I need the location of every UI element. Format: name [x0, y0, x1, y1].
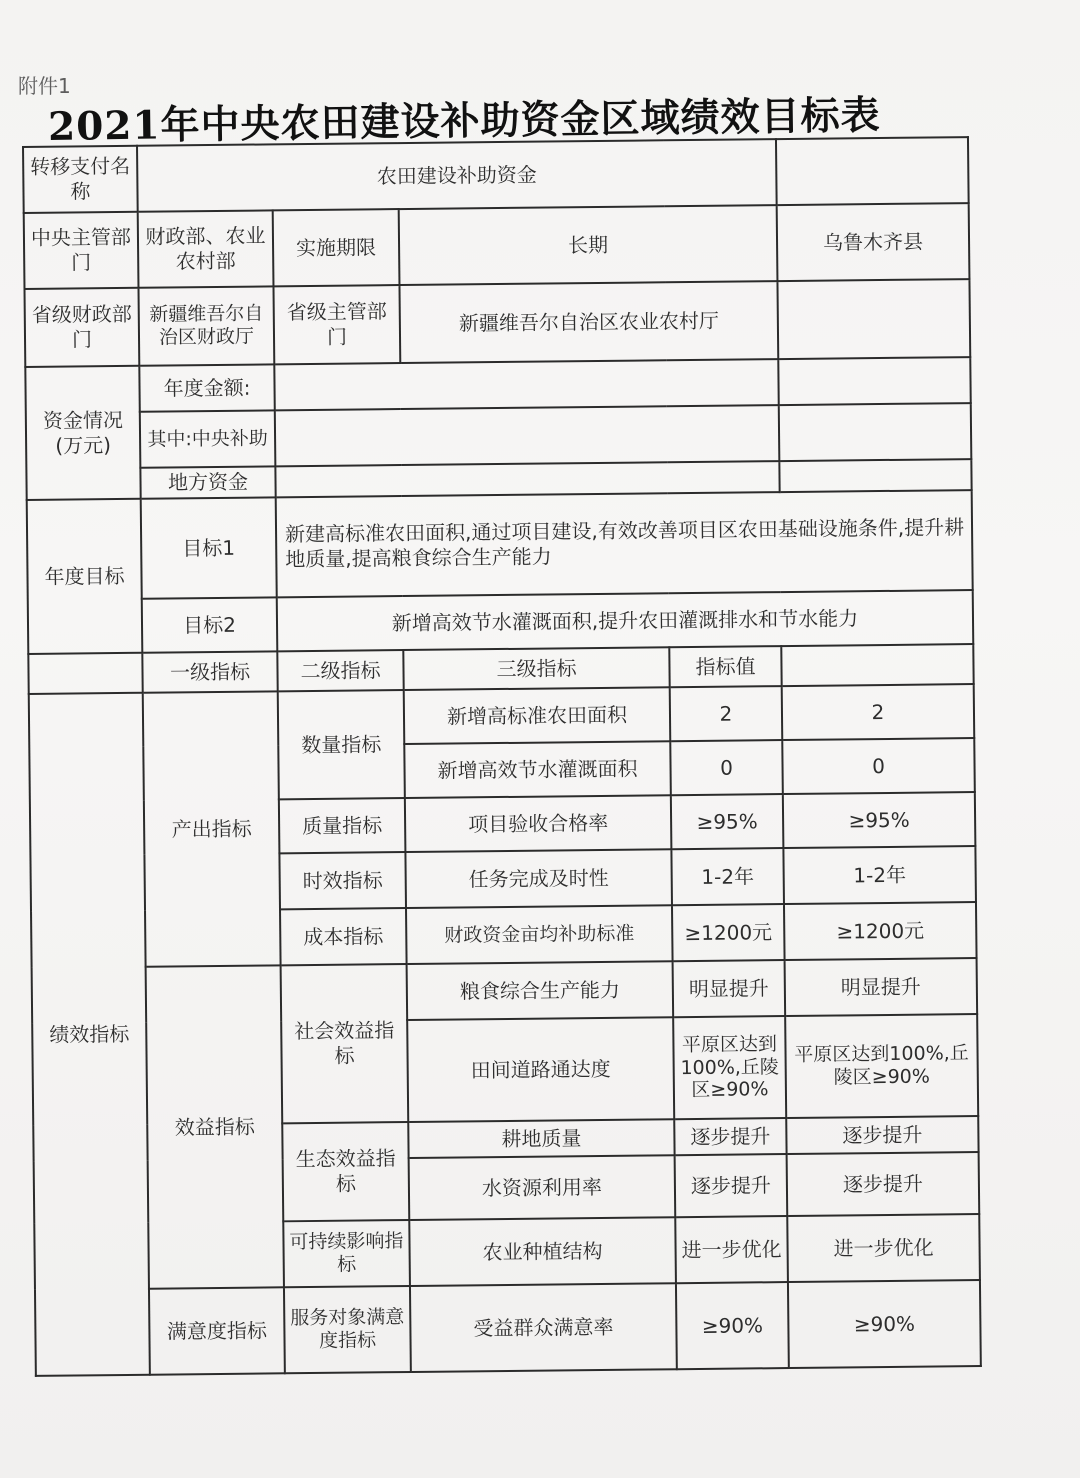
indicator-value-county: 平原区达到100%,丘陵区≥90%	[785, 1014, 978, 1118]
empty-cell	[781, 644, 973, 686]
quality-indicators-label: 质量指标	[279, 798, 406, 853]
perf-indicators-label: 绩效指标	[29, 693, 150, 1376]
annual-amount-value	[274, 359, 778, 410]
level1-header: 一级指标	[142, 651, 277, 692]
funds-label: 资金情况(万元)	[25, 366, 140, 500]
goal2-text: 新增高效节水灌溉面积,提升农田灌溉排水和节水能力	[277, 590, 974, 651]
indicator-value-county: ≥1200元	[784, 902, 977, 960]
indicator-value: 平原区达到100%,丘陵区≥90%	[673, 1016, 786, 1119]
prov-dept-label: 省级主管部门	[273, 285, 400, 364]
period-value: 长期	[399, 205, 778, 285]
indicator-name: 任务完成及时性	[405, 849, 672, 908]
indicator-name: 新增高效节水灌溉面积	[404, 741, 671, 798]
indicator-value-county: 进一步优化	[787, 1214, 980, 1282]
empty-cell	[776, 137, 969, 205]
indicator-value: 1-2年	[671, 848, 784, 905]
annual-goals-label: 年度目标	[27, 499, 143, 654]
satisfaction-indicators-label: 满意度指标	[149, 1287, 285, 1374]
central-dept-label: 中央主管部门	[24, 212, 139, 289]
level3-header: 三级指标	[403, 647, 669, 690]
attachment-label: 附件1	[18, 74, 71, 98]
central-dept-value: 财政部、农业农村部	[138, 210, 274, 287]
indicator-name: 财政资金亩均补助标准	[406, 905, 673, 964]
transfer-name-value: 农田建设补助资金	[137, 139, 777, 212]
indicator-name: 农业种植结构	[409, 1217, 676, 1286]
local-funds-label: 地方资金	[140, 466, 275, 498]
timeliness-indicators-label: 时效指标	[279, 852, 406, 909]
prov-dept-value: 新疆维吾尔自治区农业农村厅	[399, 281, 778, 363]
indicator-name: 项目验收合格率	[405, 795, 672, 852]
goal1-label: 目标1	[141, 497, 277, 598]
indicator-value-county: 逐步提升	[787, 1152, 980, 1216]
quantity-indicators-label: 数量指标	[278, 690, 405, 799]
central-subsidy-county	[779, 403, 972, 461]
indicator-value: 明显提升	[673, 960, 786, 1017]
central-subsidy-value	[275, 405, 780, 466]
indicator-name: 水资源利用率	[409, 1155, 676, 1220]
page-title: 2021年中央农田建设补助资金区域绩效目标表	[47, 92, 881, 150]
indicator-value: ≥1200元	[672, 904, 785, 961]
period-label: 实施期限	[273, 209, 400, 286]
central-subsidy-label: 其中:中央补助	[140, 410, 276, 467]
prov-finance-label: 省级财政部门	[24, 288, 139, 367]
indicator-name: 田间道路通达度	[407, 1017, 674, 1122]
eco-benefit-label: 生态效益指标	[282, 1122, 409, 1221]
goal1-text: 新建高标准农田面积,通过项目建设,有效改善项目区农田基础设施条件,提升耕地质量,提高粮食综合生产能力	[276, 490, 973, 597]
level2-header: 二级指标	[277, 650, 403, 691]
service-satisfaction-label: 服务对象满意度指标	[284, 1286, 411, 1373]
social-benefit-label: 社会效益指标	[281, 964, 409, 1123]
transfer-name-label: 转移支付名称	[23, 146, 138, 213]
annual-amount-label: 年度金额:	[139, 364, 274, 411]
indicator-name: 粮食综合生产能力	[407, 961, 674, 1020]
performance-target-table-wrapper	[22, 136, 982, 1377]
indicator-value-county: 明显提升	[785, 958, 978, 1016]
benefit-indicators-label: 效益指标	[146, 965, 284, 1288]
indicator-value: 0	[670, 740, 783, 795]
output-indicators-label: 产出指标	[143, 691, 281, 966]
indicator-value: 2	[670, 686, 783, 741]
indicator-value-county: 0	[782, 738, 975, 794]
indicator-value-county: 逐步提升	[786, 1116, 978, 1154]
indicator-value: ≥95%	[671, 794, 784, 849]
goal2-label: 目标2	[142, 597, 278, 652]
performance-target-table	[22, 136, 982, 1377]
empty-cell	[28, 653, 142, 694]
indicator-name: 耕地质量	[408, 1119, 674, 1158]
indicator-value: 进一步优化	[675, 1216, 788, 1283]
indicator-value: 逐步提升	[675, 1154, 788, 1217]
cost-indicators-label: 成本指标	[280, 908, 407, 965]
indicator-value-county: 1-2年	[783, 846, 976, 904]
empty-cell	[777, 279, 970, 359]
indicator-value: 逐步提升	[674, 1118, 786, 1155]
sustain-impact-label: 可持续影响指标	[283, 1220, 410, 1287]
indicator-name: 新增高标准农田面积	[404, 687, 671, 744]
value-header: 指标值	[669, 646, 781, 687]
indicator-name: 受益群众满意率	[410, 1283, 677, 1372]
county-name: 乌鲁木齐县	[777, 203, 970, 281]
annual-amount-county	[778, 357, 970, 405]
indicator-value-county: ≥95%	[783, 792, 976, 848]
indicator-value-county: 2	[782, 684, 975, 740]
local-funds-county	[779, 459, 971, 492]
indicator-value: ≥90%	[676, 1282, 789, 1369]
prov-finance-value: 新疆维吾尔自治区财政厅	[138, 286, 274, 365]
indicator-value-county: ≥90%	[788, 1280, 981, 1368]
